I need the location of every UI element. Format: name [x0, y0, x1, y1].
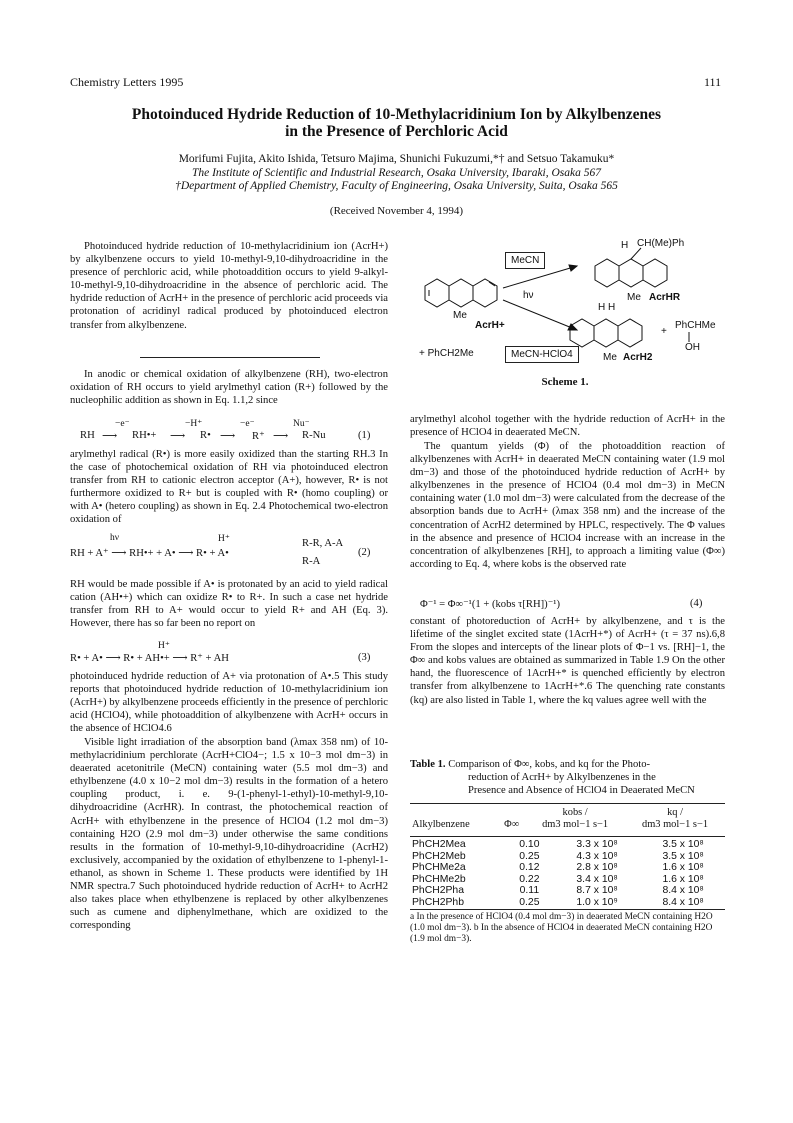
col-phi-header: Φ∞	[504, 818, 520, 830]
acr-ring-center	[449, 279, 473, 307]
eq2-product-a: R-R, A-A	[302, 538, 344, 549]
scheme-acrh2-label: AcrH2	[623, 352, 653, 363]
alkylbenzene-cell: PhCH2Pha	[412, 885, 464, 896]
acrhr-ring-left	[595, 259, 619, 287]
table-row	[410, 839, 725, 851]
equation-2	[70, 533, 390, 573]
acrh2-ring-left	[570, 319, 594, 347]
eq1-arrow3-label: −e⁻	[240, 419, 255, 429]
abstract-divider	[140, 357, 320, 358]
table-1-caption: Table 1. Comparison of Φ∞, kobs, and kq for the Photo- reduction of AcrH+ by Alkylbenzenes in the Presence and Absence of HClO4 in Deaerated MeCN	[410, 759, 695, 796]
eq2-main: RH + A⁺ ⟶ RH•+ + A• ⟶ R• + A•	[70, 548, 229, 559]
equation-3	[70, 640, 390, 668]
author-block	[0, 153, 793, 194]
phi-cell: 0.22	[519, 873, 540, 885]
solvent-box-mecn-hclo4: MeCN-HClO4	[505, 346, 579, 363]
kobs-cell: 2.8 x 10⁸	[576, 862, 618, 873]
abstract-text: Photoinduced hydride reduction of 10-methylacridinium ion (AcrH+) by alkylbenzene occurs to yield 10-methyl-9,10-dihydroacridine in the presence of perchloric acid, while photoaddition occurs to yield 9-alkyl-10-methyl-9,10-dihydroacridine in the absence of perchloric acid. The hydride reduction of AcrH+ in the presence of perchloric acid proceeds via protonation of acridinyl radical produced by photoinduced electron transfer from alkylbenzene.	[70, 241, 388, 331]
eq3-proton: H⁺	[158, 641, 170, 651]
scheme-reagent: + PhCH2Me	[419, 348, 474, 359]
eq1-intermediate-3: R⁺	[252, 431, 265, 442]
eq1-arrow1-label: −e⁻	[115, 419, 130, 429]
eq4-number: (4)	[690, 598, 703, 609]
affiliation-1: The Institute of Scientific and Industrial Research, Osaka University, Ibaraki, Osaka 567	[191, 166, 602, 179]
table-1-grid	[410, 807, 725, 830]
col-alkylbenzene-header: Alkylbenzene	[412, 818, 470, 830]
kq-cell: 3.5 x 10⁸	[662, 850, 704, 862]
kobs-cell: 8.7 x 10⁸	[576, 885, 618, 896]
table-1-label: Table 1.	[410, 759, 446, 770]
eq2-number: (2)	[358, 547, 371, 558]
table-rule-bottom	[410, 909, 725, 910]
eq1-arrow4-label: Nu⁻	[293, 419, 310, 429]
col-kq-unit: dm3 mol−1 s−1	[642, 818, 709, 830]
scheme-alcohol-top: PhCHMe	[675, 320, 716, 331]
scheme-acrh2-h: H H	[598, 302, 616, 313]
right-paragraph-3: constant of photoreduction of AcrH+ by alkylbenzene, and τ is the lifetime of the singlet excited state (1AcrH+*) of AcrH+ (τ = 37 ns).6,8 From the slopes and intercepts of the linear plots of Φ−1 vs. [RH]−1, the Φ∞ and kobs values are obtained as summarized in Table 1.9 On the other hand, the fluorescence of 1AcrH+* is quenched efficiently by electron transfer from alkylbenzene to 1AcrH+*.6 The quenching rate constants (kq) are also listed in Table 1, where the kq values agree well with the	[410, 616, 725, 706]
scheme-acrhr-h: H	[621, 240, 629, 251]
kobs-cell: 3.3 x 10⁸	[576, 839, 618, 850]
kobs-cell: 4.3 x 10⁸	[576, 850, 618, 862]
eq3-main: R• + A• ⟶ R• + AH•+ ⟶ R⁺ + AH	[70, 653, 229, 664]
phi-cell: 0.25	[519, 896, 540, 908]
table-rule-top	[410, 803, 725, 804]
right-paragraph-1: arylmethyl alcohol together with the hydride reduction of AcrH+ in the presence of HClO4 in deaerated MeCN.	[410, 414, 725, 439]
phi-cell: 0.12	[519, 862, 540, 873]
abstract	[70, 240, 388, 332]
col-kq-header: kq /	[667, 807, 683, 818]
acrhr-ring-right	[643, 259, 667, 287]
solvent-box-mecn: MeCN	[505, 252, 545, 269]
eq1-intermediate-2: R•	[200, 430, 211, 441]
table-1-body	[410, 839, 725, 908]
col-kobs-header: kobs /	[562, 807, 588, 818]
table-row	[410, 851, 725, 863]
eq2-product-b: R-A	[302, 556, 321, 567]
alkylbenzene-cell: PhCH2Phb	[412, 896, 464, 908]
table-footnote: a In the presence of HClO4 (0.4 mol dm−3) in deaerated MeCN containing H2O (1.0 mol dm−3). b In the absence of HClO4 in deaerated MeCN containing H2O (1.9 mol dm−3).	[410, 912, 713, 944]
scheme-acrhr-label: AcrHR	[649, 292, 681, 303]
kq-cell: 3.5 x 10⁸	[662, 839, 704, 850]
col-kobs-unit: dm3 mol−1 s−1	[542, 818, 609, 830]
affiliation-2: †Department of Applied Chemistry, Faculty of Engineering, Osaka University, Suita, Osaka 565	[175, 180, 618, 192]
phi-cell: 0.10	[519, 839, 540, 850]
table-row	[410, 885, 725, 897]
page-number: 111	[704, 75, 722, 89]
left-paragraph-2: arylmethyl radical (R•) is more easily oxidized than the starting RH.3 In the case of photochemical oxidation of RH via photoinduced electron transfer from RH to cationic electron acceptor (A+), however, R• is not furthermore oxidized to R+ but is coupled with R• (homo coupling) or with A• (hetero coupling) as shown in Eq. 2.4 Photochemical two-electron oxidation of	[70, 449, 388, 526]
eq4-main: Φ⁻¹ = Φ∞⁻¹(1 + (kobs τ[RH])⁻¹)	[420, 599, 560, 610]
scheme-acrhr-substituent: CH(Me)Ph	[637, 238, 685, 249]
scheme-me-1: Me	[453, 310, 467, 321]
eq1-number: (1)	[358, 430, 371, 441]
kobs-cell: 1.0 x 10⁹	[576, 896, 618, 908]
kq-cell: 1.6 x 10⁸	[662, 862, 704, 873]
kq-cell: 8.4 x 10⁸	[662, 885, 704, 896]
paper-title	[0, 106, 793, 140]
left-paragraph-3: RH would be made possible if A• is protonated by an acid to yield radical cation (AH•+) which can oxidize R• to R+. In such a case net hydride transfer from RH to A+ would occur to yield R+ and AH (Eq. 3). However, there has so far been no report on	[70, 579, 388, 630]
scheme-1	[405, 238, 725, 398]
alkylbenzene-cell: PhCH2Meb	[412, 850, 466, 862]
alkylbenzene-cell: PhCHMe2b	[412, 873, 466, 885]
eq3-number: (3)	[358, 652, 371, 663]
scheme-caption: Scheme 1.	[541, 376, 589, 388]
title-line-2: in the Presence of Perchloric Acid	[285, 123, 508, 140]
scheme-me-3: Me	[603, 352, 617, 363]
scheme-hv: hν	[523, 290, 534, 301]
acrh2-ring-center	[594, 319, 618, 347]
equation-4	[420, 598, 725, 610]
kq-cell: 1.6 x 10⁸	[662, 873, 704, 885]
table-rule-mid	[410, 836, 725, 837]
journal-name: Chemistry Letters 1995	[70, 75, 184, 89]
scheme-alcohol-oh: OH	[685, 342, 700, 353]
equation-1: −e⁻ −H⁺ −e⁻ Nu⁻ RH ⟶ RH•+ ⟶ R• ⟶ R⁺ ⟶ R-Nu (1)	[80, 419, 371, 442]
eq1-intermediate-1: RH•+	[132, 430, 157, 441]
acrh2-ring-right	[618, 319, 642, 347]
kobs-cell: 3.4 x 10⁸	[576, 873, 618, 885]
eq1-reactant: RH	[80, 430, 95, 441]
received-date: (Received November 4, 1994)	[329, 205, 464, 217]
alkylbenzene-cell: PhCHMe2a	[412, 862, 466, 873]
table-row	[410, 862, 725, 874]
eq1-arrow2-label: −H⁺	[185, 419, 203, 429]
phi-cell: 0.25	[519, 850, 540, 862]
acr-ring-right	[473, 279, 497, 307]
left-paragraph-4: photoinduced hydride reduction of A+ via protonation of A•.5 This study reports that photoinduced hydride reduction of 10-methylacridinium ion (AcrH+) by alkylbenzene proceeds efficiently in the presence of perchloric acid (HClO4), while photoaddition of alkylbenzene with AcrH+ occurs in the absence of HClO4.6	[70, 671, 388, 735]
author-names: Morifumi Fujita, Akito Ishida, Tetsuro Majima, Shunichi Fukuzumi,*† and Setsuo Takamuku*	[178, 153, 615, 165]
table-row	[410, 897, 725, 909]
left-paragraph-5: Visible light irradiation of the absorption band (λmax 358 nm) of 10-methylacridinium perchlorate (AcrH+ClO4−; 1.5 x 10−3 mol dm−3) in deaerated acetonitrile (MeCN) containing water (5.5 mol dm−3) and ethylbenzene (4.0 x 10−2 mol dm−3) results in the formation of a hetero coupling product, i. e. 9-(1-phenyl-1-ethyl)-10-methyl-9,10-dihydroacridine (AcrHR). In contrast, the photochemical reaction of AcrH+ with ethylbenzene in the presence of HClO4 (1.2 mol dm−3) containing H2O (2.9 mol dm−3) under otherwise the same conditions results in the formation of 10-methyl-9,10-dihydroacridine (AcrH2) exclusively, accompanied by the oxidation of ethylbenzene to 1-phenyl-1-ethanol, as shown in Scheme 1. These products were identified by 1H NMR spectra.7 Such photoinduced hydride reduction of AcrH+ to AcrH2 also takes place when ethylbenzene is replaced by other alkylbenzenes such as cumene and diphenylmethane, which are oxidized to the corresponding	[70, 737, 388, 932]
scheme-acrh-label: AcrH+	[475, 320, 505, 331]
acrhr-ring-center	[619, 259, 643, 287]
table-1-rows	[410, 839, 725, 908]
table-row	[410, 874, 725, 886]
right-paragraph-2: The quantum yields (Φ) of the photoaddition reaction of alkylbenzenes with AcrH+ in deaerated MeCN containing water (1.9 mol dm−3) and those of the photoinduced hydride reduction of AcrH+ by alkylbenzenes in the presence of HClO4 (0.4 mol dm−3) in MeCN containing water (1.0 mol dm−3) were calculated from the decrease of the absorption bands due to AcrH+ (λmax 358 nm) and the increase of the concentration of AcrH2 determined by HPLC, respectively. The Φ values in the absence and presence of HClO4 increase with an increase in the concentration of alkylbenzenes [RH], to approach a limiting value (Φ∞) according to Eq. 4, where kobs is the observed rate	[410, 441, 725, 570]
scheme-me-2: Me	[627, 292, 641, 303]
alkylbenzene-cell: PhCH2Mea	[412, 839, 466, 850]
eq2-proton: H⁺	[218, 534, 230, 544]
scheme-plus: +	[661, 326, 667, 337]
table-1	[410, 807, 725, 830]
phi-cell: 0.11	[519, 885, 540, 896]
title-line-1: Photoinduced Hydride Reduction of 10-Methylacridinium Ion by Alkylbenzenes	[131, 106, 662, 123]
kq-cell: 8.4 x 10⁸	[662, 896, 704, 908]
eq1-product: R-Nu	[302, 430, 326, 441]
left-paragraph-1: In anodic or chemical oxidation of alkylbenzene (RH), two-electron oxidation of RH occurs to yield arylmethyl cation (R+) followed by the nucleophilic addition as shown in Eq. 1.1,2 since	[70, 369, 388, 407]
eq2-hv: hν	[110, 533, 120, 543]
